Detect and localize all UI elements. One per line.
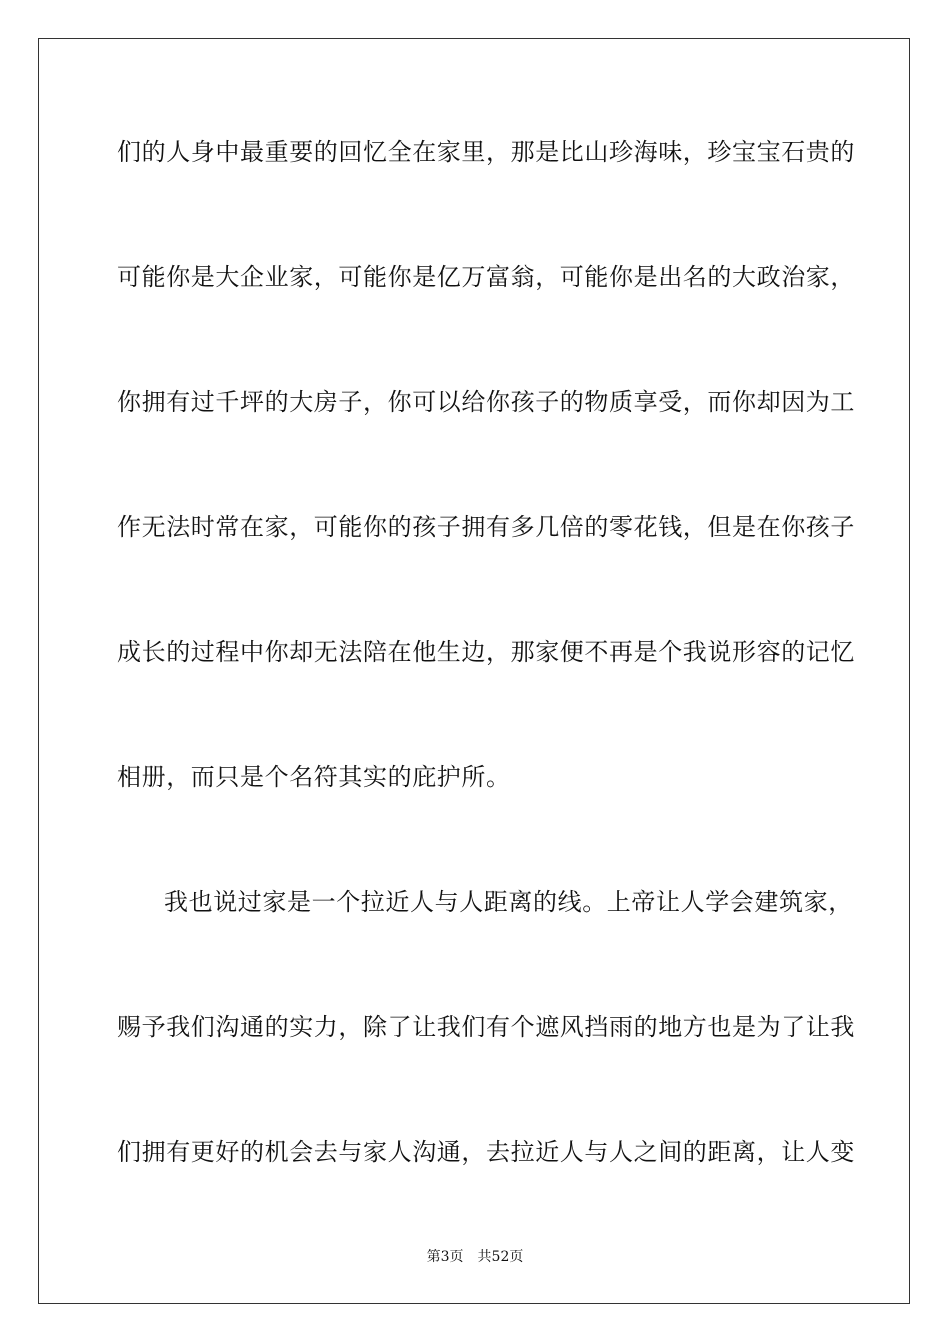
page-number-current: 第3页 xyxy=(426,1249,464,1265)
text-line-8: 赐予我们沟通的实力，除了让我们有个遮风挡雨的地方也是为了让我 xyxy=(117,1013,855,1041)
text-line-9: 们拥有更好的机会去与家人沟通，去拉近人与人之间的距离，让人变 xyxy=(117,1138,855,1166)
page-number-total: 共52页 xyxy=(477,1249,524,1265)
text-line-6: 相册，而只是个名符其实的庇护所。 xyxy=(117,763,511,791)
text-line-7-paragraph-start: 我也说过家是一个拉近人与人距离的线。上帝让人学会建筑家， xyxy=(164,888,853,916)
text-line-1: 们的人身中最重要的回忆全在家里，那是比山珍海味，珍宝宝石贵的 xyxy=(117,138,855,166)
text-line-3: 你拥有过千坪的大房子，你可以给你孩子的物质享受，而你却因为工 xyxy=(117,388,855,416)
text-line-4: 作无法时常在家，可能你的孩子拥有多几倍的零花钱，但是在你孩子 xyxy=(117,513,855,541)
page-footer xyxy=(0,1248,950,1266)
page-border xyxy=(38,38,910,1304)
text-line-5: 成长的过程中你却无法陪在他生边，那家便不再是个我说形容的记忆 xyxy=(117,638,855,666)
text-line-2: 可能你是大企业家，可能你是亿万富翁，可能你是出名的大政治家， xyxy=(117,263,855,291)
